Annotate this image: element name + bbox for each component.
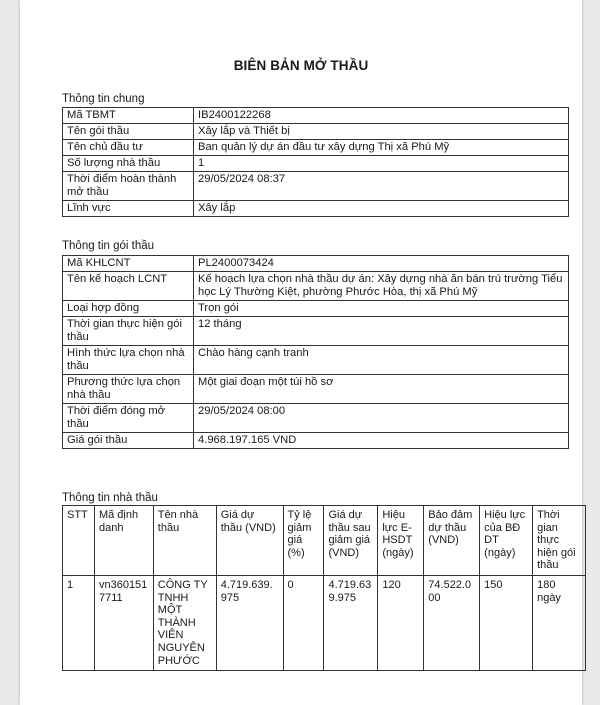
- table-header-row: [63, 506, 586, 576]
- column-header: Bảo đảm dự thầu (VND): [424, 506, 480, 576]
- row-label: Tên gói thầu: [63, 124, 194, 140]
- bidder-info-heading: Thông tin nhà thầu: [62, 492, 158, 504]
- row-value: Xây lắp và Thiết bị: [194, 124, 569, 140]
- cell-stt: 1: [63, 575, 95, 670]
- table-row: [63, 256, 569, 272]
- column-header: Thời gian thực hiện gói thầu: [533, 506, 586, 576]
- table-row: [63, 201, 569, 217]
- row-label: Tên chủ đầu tư: [63, 140, 194, 156]
- column-header: Giá dự thầu (VND): [216, 506, 283, 576]
- row-label: Thời điểm hoàn thành mở thầu: [63, 172, 194, 201]
- package-info-table: [62, 255, 569, 449]
- cell-guarantee: 74.522.000: [424, 575, 480, 670]
- cell-duration: 180 ngày: [533, 575, 586, 670]
- table-row: [63, 140, 569, 156]
- general-info-heading: Thông tin chung: [62, 93, 145, 105]
- row-label: Thời gian thực hiện gói thầu: [63, 317, 194, 346]
- row-label: Hình thức lựa chọn nhà thầu: [63, 346, 194, 375]
- row-label: Loại hợp đồng: [63, 301, 194, 317]
- table-row: [63, 172, 569, 201]
- table-row: [63, 272, 569, 301]
- row-value: PL2400073424: [194, 256, 569, 272]
- row-value: Kế hoạch lựa chọn nhà thầu dự án: Xây dựng nhà ăn bán trú trường Tiểu học Lý Thường Kiệt, phường Phước Hòa, thị xã Phú Mỹ: [194, 272, 569, 301]
- bidder-table: [62, 505, 586, 671]
- table-row: [63, 375, 569, 404]
- table-row: [63, 156, 569, 172]
- column-header: Giá dự thầu sau giảm giá (VND): [324, 506, 378, 576]
- row-label: Giá gói thầu: [63, 433, 194, 449]
- table-row: [63, 108, 569, 124]
- row-value: Xây lắp: [194, 201, 569, 217]
- column-header: Hiệu lực của BĐ DT (ngày): [480, 506, 533, 576]
- column-header: Mã định danh: [94, 506, 153, 576]
- row-value: 29/05/2024 08:37: [194, 172, 569, 201]
- row-value: Một giai đoạn một túi hồ sơ: [194, 375, 569, 404]
- table-row: [63, 346, 569, 375]
- row-value: 4.968.197.165 VND: [194, 433, 569, 449]
- row-value: Ban quản lý dự án đầu tư xây dựng Thị xã Phú Mỹ: [194, 140, 569, 156]
- row-label: Số lượng nhà thầu: [63, 156, 194, 172]
- column-header: STT: [63, 506, 95, 576]
- table-row: [63, 404, 569, 433]
- table-row: [63, 433, 569, 449]
- column-header: Hiệu lực E-HSDT (ngày): [378, 506, 424, 576]
- package-info-heading: Thông tin gói thầu: [62, 240, 155, 252]
- cell-id: vn3601517711: [94, 575, 153, 670]
- cell-validity: 120: [378, 575, 424, 670]
- column-header: Tỷ lệ giảm giá (%): [283, 506, 324, 576]
- row-label: Mã TBMT: [63, 108, 194, 124]
- document-title: BIÊN BẢN MỞ THẦU: [233, 58, 369, 73]
- table-row: [63, 317, 569, 346]
- row-label: Phương thức lựa chọn nhà thầu: [63, 375, 194, 404]
- cell-guarantee-validity: 150: [480, 575, 533, 670]
- row-label: Lĩnh vực: [63, 201, 194, 217]
- cell-discount: 0: [283, 575, 324, 670]
- cell-price-after-discount: 4.719.639.975: [324, 575, 378, 670]
- cell-name: CÔNG TY TNHH MỘT THÀNH VIÊN NGUYÊN PHƯỚC: [153, 575, 216, 670]
- table-row: [63, 124, 569, 140]
- row-value: 12 tháng: [194, 317, 569, 346]
- row-value: 1: [194, 156, 569, 172]
- row-value: 29/05/2024 08:00: [194, 404, 569, 433]
- row-value: Chào hàng cạnh tranh: [194, 346, 569, 375]
- row-label: Tên kế hoạch LCNT: [63, 272, 194, 301]
- table-row: [63, 575, 586, 670]
- table-row: [63, 301, 569, 317]
- row-label: Thời điểm đóng mở thầu: [63, 404, 194, 433]
- column-header: Tên nhà thầu: [153, 506, 216, 576]
- row-value: Trọn gói: [194, 301, 569, 317]
- document-page: [20, 0, 582, 705]
- row-value: IB2400122268: [194, 108, 569, 124]
- cell-bid-price: 4.719.639.975: [216, 575, 283, 670]
- general-info-table: [62, 107, 569, 217]
- row-label: Mã KHLCNT: [63, 256, 194, 272]
